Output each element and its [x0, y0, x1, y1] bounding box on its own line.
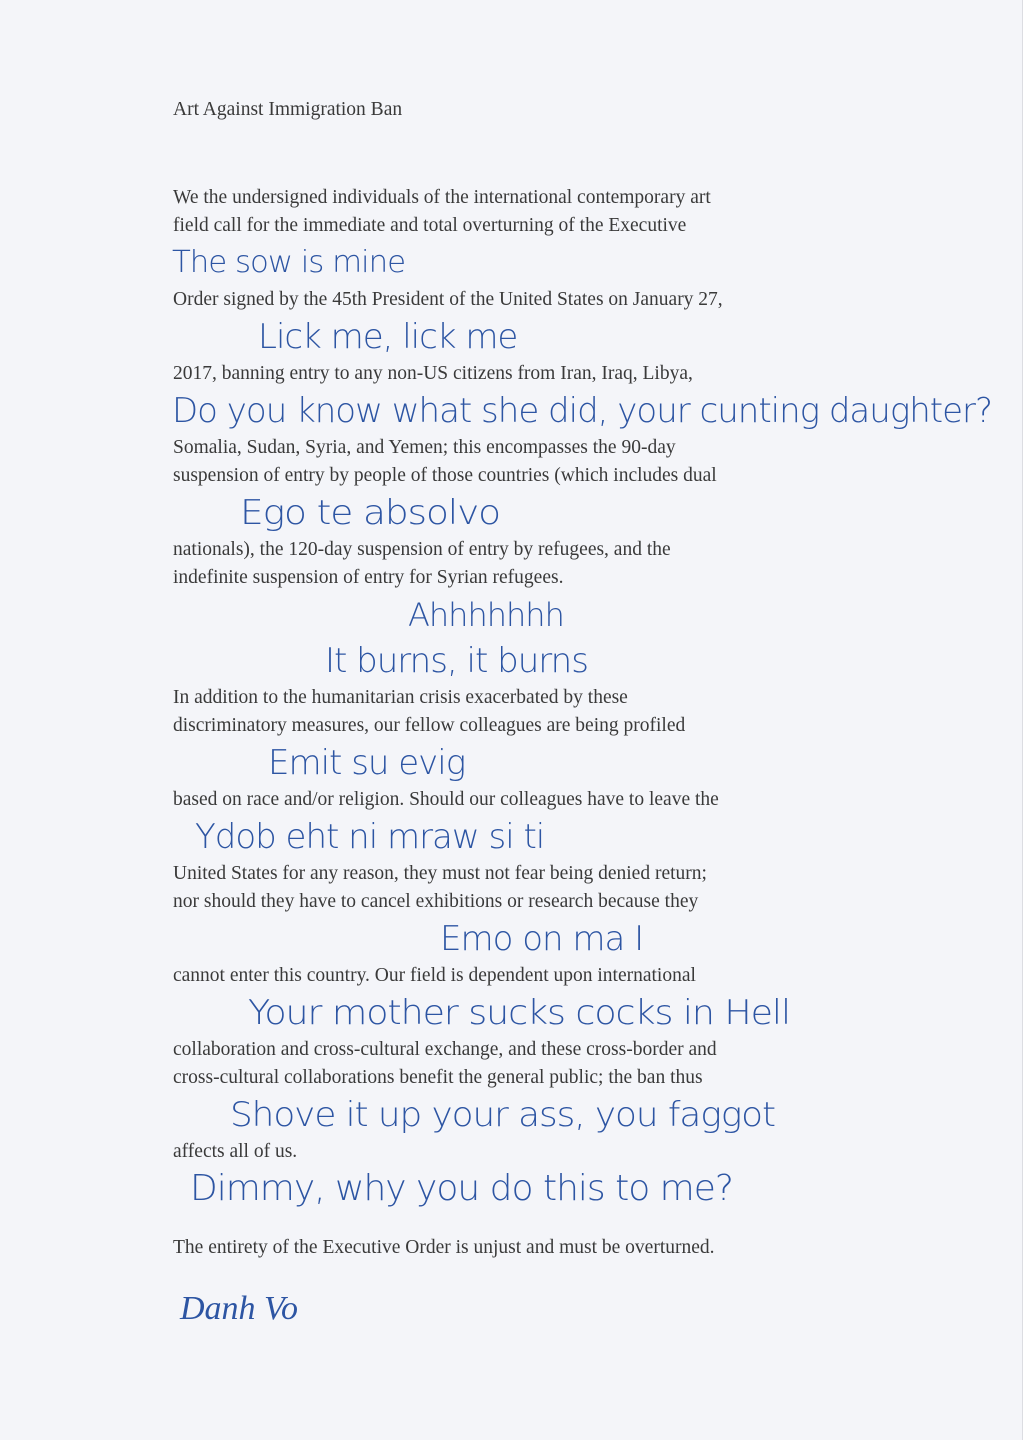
paragraph-2-line: nor should they have to cancel exhibitions or research because they — [173, 891, 699, 912]
paragraph-2-line: discriminatory measures, our fellow colleagues are being profiled — [173, 715, 686, 736]
paragraph-1-line: We the undersigned individuals of the international contemporary art — [173, 187, 711, 208]
handwritten-line: The sow is mine — [172, 245, 405, 280]
document-title: Art Against Immigration Ban — [173, 99, 403, 120]
paragraph-1-line: field call for the immediate and total overturning of the Executive — [173, 215, 687, 236]
handwritten-line: Your mother sucks cocks in Hell — [248, 993, 790, 1033]
paragraph-1-line: Somalia, Sudan, Syria, and Yemen; this encompasses the 90-day — [173, 437, 676, 458]
paragraph-1-line: suspension of entry by people of those countries (which includes dual — [173, 465, 717, 486]
paragraph-1-line: Order signed by the 45th President of the United States on January 27, — [173, 289, 723, 310]
paragraph-1-line: 2017, banning entry to any non-US citizens from Iran, Iraq, Libya, — [173, 363, 693, 384]
handwritten-line: Ahhhhhhh — [408, 596, 564, 634]
paragraph-2-line: United States for any reason, they must not fear being denied return; — [173, 863, 707, 884]
handwritten-line: Emo on ma I — [440, 919, 644, 959]
paragraph-2-line: In addition to the humanitarian crisis exacerbated by these — [173, 687, 628, 708]
handwritten-line: It burns, it burns — [325, 641, 588, 681]
handwritten-line: Ego te absolvo — [240, 493, 500, 533]
paragraph-2-line: cross-cultural collaborations benefit the general public; the ban thus — [173, 1067, 703, 1088]
handwritten-line: Ydob eht ni mraw si ti — [195, 817, 545, 857]
paragraph-2-line: cannot enter this country. Our field is dependent upon international — [173, 965, 696, 986]
handwritten-line: Shove it up your ass, you faggot — [230, 1095, 775, 1135]
paragraph-1-line: nationals), the 120-day suspension of entry by refugees, and the — [173, 539, 671, 560]
handwritten-line: Emit su evig — [268, 743, 466, 783]
paragraph-2-line: based on race and/or religion. Should our colleagues have to leave the — [173, 789, 719, 810]
paragraph-2-line: collaboration and cross-cultural exchange, and these cross-border and — [173, 1039, 717, 1060]
handwritten-line: Dimmy, why you do this to me? — [190, 1168, 734, 1209]
handwritten-line: Lick me, lick me — [258, 317, 518, 357]
paragraph-2-line: affects all of us. — [173, 1141, 298, 1162]
paragraph-3-line: The entirety of the Executive Order is unjust and must be overturned. — [173, 1237, 715, 1258]
handwritten-line: Do you know what she did, your cunting daughter? — [172, 391, 993, 431]
paragraph-1-line: indefinite suspension of entry for Syrian refugees. — [173, 567, 564, 588]
signature: Danh Vo — [180, 1290, 299, 1327]
